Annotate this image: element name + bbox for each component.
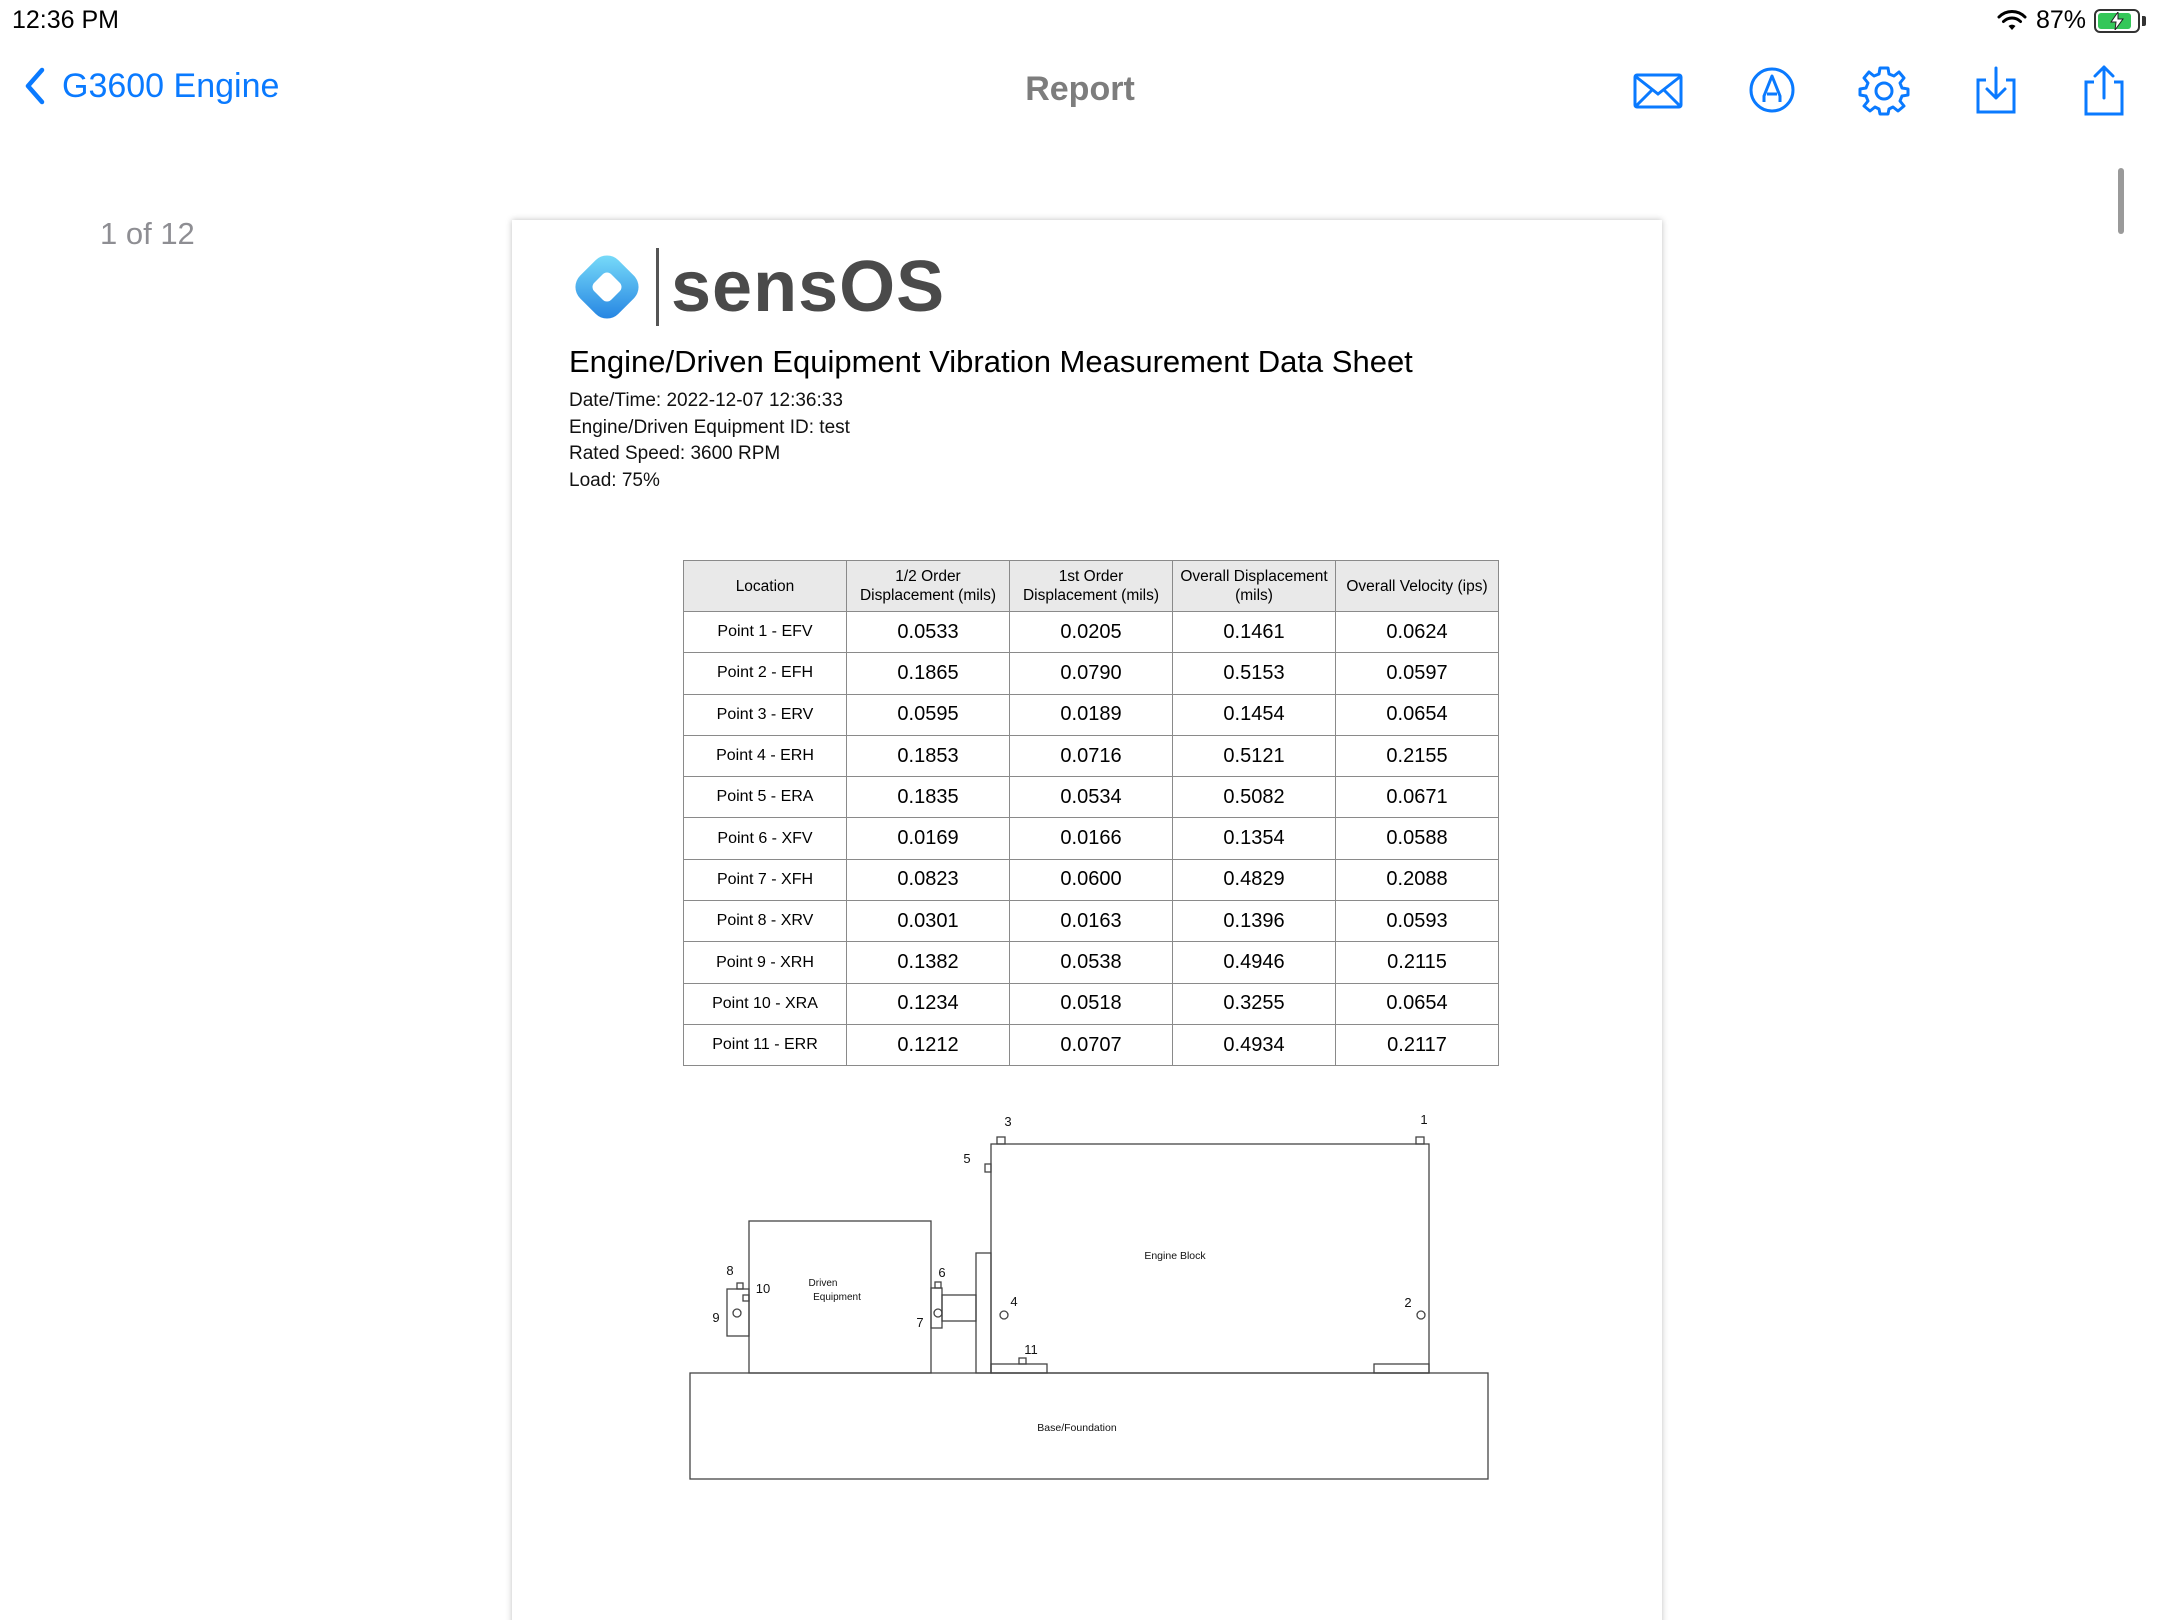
markup-button[interactable] [1744,62,1800,118]
sensor-9-marker [733,1309,741,1317]
table-cell-value: 0.0624 [1336,612,1499,653]
meta-load: Load: 75% [569,469,660,491]
table-cell-location: Point 11 - ERR [684,1024,847,1065]
table-cell-value: 0.0654 [1336,694,1499,735]
table-cell-value: 0.0301 [847,901,1010,942]
driven-label-1: Driven [808,1278,838,1289]
table-cell-value: 0.1461 [1173,612,1336,653]
sensor-7-marker [934,1309,942,1317]
table-cell-value: 0.1835 [847,777,1010,818]
gear-icon [1858,64,1910,116]
wifi-icon [1996,9,2028,33]
table-cell-location: Point 4 - ERH [684,735,847,776]
settings-button[interactable] [1856,62,1912,118]
table-cell-value: 0.0534 [1010,777,1173,818]
point-number-11: 11 [1024,1342,1038,1357]
table-cell-value: 0.0790 [1010,653,1173,694]
point-number-3: 3 [1004,1114,1012,1129]
table-cell-value: 0.2155 [1336,735,1499,776]
table-cell-value: 0.2088 [1336,859,1499,900]
meta-equipment-id: Engine/Driven Equipment ID: test [569,416,850,438]
table-cell-value: 0.0707 [1010,1024,1173,1065]
table-cell-value: 0.0588 [1336,818,1499,859]
document-page [512,220,1662,1620]
battery-percent: 87% [2035,6,2086,34]
header-location: Location [684,561,847,612]
table-cell-location: Point 2 - EFH [684,653,847,694]
table-cell-value: 0.0716 [1010,735,1173,776]
base-foundation-label: Base/Foundation [1037,1422,1117,1434]
header-overall-displacement: Overall Displacement (mils) [1173,561,1336,612]
table-cell-value: 0.1382 [847,942,1010,983]
share-icon [2078,64,2130,116]
table-cell-value: 0.0595 [847,694,1010,735]
mail-button[interactable] [1630,62,1686,118]
table-cell-value: 0.1865 [847,653,1010,694]
engine-foot-front [1374,1364,1429,1373]
table-cell-value: 0.0163 [1010,901,1173,942]
table-cell-value: 0.0189 [1010,694,1173,735]
status-time: 12:36 PM [12,6,120,34]
sensor-4-marker [1000,1311,1008,1319]
table-cell-location: Point 8 - XRV [684,901,847,942]
table-cell-value: 0.1234 [847,983,1010,1024]
table-cell-value: 0.2117 [1336,1024,1499,1065]
status-right [1996,6,2146,35]
point-number-5: 5 [963,1151,971,1166]
sensor-11-marker [1019,1358,1026,1364]
table-cell-value: 0.1454 [1173,694,1336,735]
engine-foot-rear [991,1364,1047,1373]
point-number-1: 1 [1420,1112,1428,1127]
engine-block [991,1144,1429,1373]
meta-rated-speed: Rated Speed: 3600 RPM [569,443,781,464]
point-number-7: 7 [916,1315,924,1330]
table-cell-value: 0.5082 [1173,777,1336,818]
table-cell-value: 0.0823 [847,859,1010,900]
download-button[interactable] [1968,62,2024,118]
table-cell-value: 0.0538 [1010,942,1173,983]
table-cell-value: 0.0654 [1336,983,1499,1024]
mail-icon [1632,64,1684,116]
toolbar [0,62,2160,122]
sensor-3-marker [997,1137,1005,1144]
coupling [976,1253,991,1373]
back-button-label: G3600 Engine [62,66,280,105]
share-button[interactable] [2076,62,2132,118]
table-cell-value: 0.3255 [1173,983,1336,1024]
driven-label-2: Equipment [813,1292,861,1303]
table-cell-value: 0.0597 [1336,653,1499,694]
meta-datetime: Date/Time: 2022-12-07 12:36:33 [569,390,843,411]
table-cell-location: Point 1 - EFV [684,612,847,653]
table-cell-location: Point 10 - XRA [684,983,847,1024]
download-icon [1970,64,2022,116]
point-number-8: 8 [726,1263,734,1278]
table-cell-location: Point 5 - ERA [684,777,847,818]
point-number-6: 6 [938,1265,946,1280]
sensor-8-marker [737,1283,743,1289]
shaft [942,1295,976,1321]
point-number-10: 10 [755,1281,771,1296]
flange [931,1288,942,1328]
table-cell-value: 0.1354 [1173,818,1336,859]
table-cell-value: 0.0533 [847,612,1010,653]
sensor-1-marker [1416,1137,1424,1144]
nav-title: Report [1025,70,1135,108]
table-cell-value: 0.0169 [847,818,1010,859]
battery-icon [2094,9,2146,33]
driven-flange-left [727,1289,749,1336]
table-cell-value: 0.1853 [847,735,1010,776]
table-cell-value: 0.4934 [1173,1024,1336,1065]
table-cell-value: 0.1212 [847,1024,1010,1065]
table-cell-value: 0.0518 [1010,983,1173,1024]
markup-icon [1746,64,1798,116]
table-cell-location: Point 3 - ERV [684,694,847,735]
table-cell-location: Point 7 - XFH [684,859,847,900]
sensor-5-marker [985,1164,991,1172]
table-cell-value: 0.0166 [1010,818,1173,859]
logo-text: sensOS [671,247,946,327]
point-number-4: 4 [1010,1294,1018,1309]
table-cell-value: 0.1396 [1173,901,1336,942]
equipment-diagram [512,220,1662,1620]
table-cell-value: 0.2115 [1336,942,1499,983]
sensor-6-marker [935,1282,941,1288]
engine-block-label: Engine Block [1144,1250,1206,1262]
table-cell-value: 0.0671 [1336,777,1499,818]
table-cell-location: Point 6 - XFV [684,818,847,859]
table-cell-location: Point 9 - XRH [684,942,847,983]
table-cell-value: 0.0600 [1010,859,1173,900]
table-cell-value: 0.5121 [1173,735,1336,776]
header-first-order: 1st Order Displacement (mils) [1010,561,1173,612]
document-title: Engine/Driven Equipment Vibration Measurement Data Sheet [569,344,1413,379]
table-cell-value: 0.0593 [1336,901,1499,942]
header-half-order: 1/2 Order Displacement (mils) [847,561,1010,612]
header-overall-velocity: Overall Velocity (ips) [1336,561,1499,612]
table-cell-value: 0.5153 [1173,653,1336,694]
table-cell-value: 0.0205 [1010,612,1173,653]
sensor-2-marker [1417,1311,1425,1319]
point-number-2: 2 [1404,1295,1412,1310]
scroll-indicator[interactable] [2118,168,2124,234]
point-number-9: 9 [712,1310,720,1325]
table-cell-value: 0.4829 [1173,859,1336,900]
sensor-10-marker [743,1295,749,1301]
table-cell-value: 0.4946 [1173,942,1336,983]
page-indicator: 1 of 12 [100,216,195,251]
